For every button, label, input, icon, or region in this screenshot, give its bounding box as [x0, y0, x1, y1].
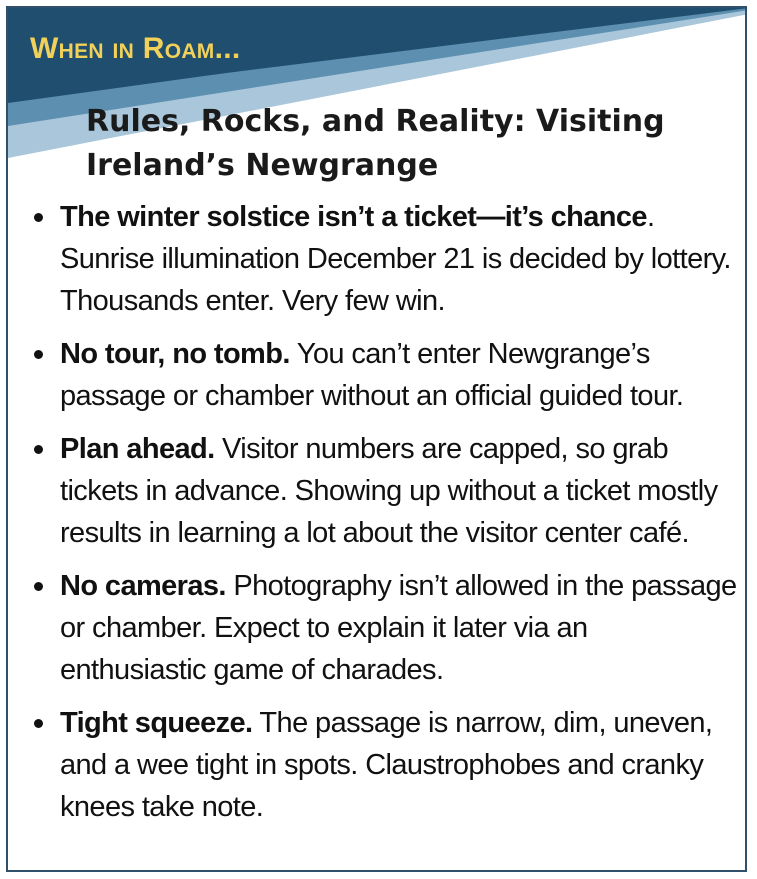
- bullet-dot-icon: [34, 445, 43, 454]
- bullet-dot-icon: [34, 350, 43, 359]
- bullet-item-plan-ahead: [30, 428, 740, 554]
- subtitle: Rules, Rocks, and Reality: Visiting Ireland’s Newgrange: [86, 104, 665, 183]
- bullet-text: Visitor numbers are capped, so grab tickets in advance. Showing up without a ticket mostly results in learning a lot about the visitor center café.: [60, 433, 718, 549]
- bullet-lead: No tour, no tomb.: [60, 338, 290, 370]
- bullet-text: The passage is narrow, dim, uneven, and a wee tight in spots. Claustrophobes and cranky knees take note.: [60, 707, 713, 823]
- bullet-item-solstice: [30, 196, 740, 322]
- bullet-text: . Sunrise illumination December 21 is decided by lottery. Thousands enter. Very few win.: [60, 201, 731, 317]
- bullet-lead: The winter solstice isn’t a ticket—it’s chance: [60, 201, 647, 233]
- bullet-lead: No cameras.: [60, 570, 226, 602]
- bullet-dot-icon: [34, 719, 43, 728]
- bullet-text: Photography isn’t allowed in the passage or chamber. Expect to explain it later via an enthusiastic game of charades.: [60, 570, 737, 686]
- bullet-text: You can’t enter Newgrange’s passage or chamber without an official guided tour.: [60, 338, 684, 412]
- bullet-lead: Plan ahead.: [60, 433, 215, 465]
- bullet-list: [30, 196, 740, 839]
- bullet-item-cameras: [30, 565, 740, 691]
- info-card: [6, 6, 747, 872]
- bullet-dot-icon: [34, 582, 43, 591]
- bullet-item-tight-squeeze: [30, 702, 740, 828]
- bullet-dot-icon: [34, 213, 43, 222]
- bullet-item-tour: [30, 333, 740, 417]
- banner-title: When in Roam...: [30, 32, 241, 65]
- bullet-lead: Tight squeeze.: [60, 707, 253, 739]
